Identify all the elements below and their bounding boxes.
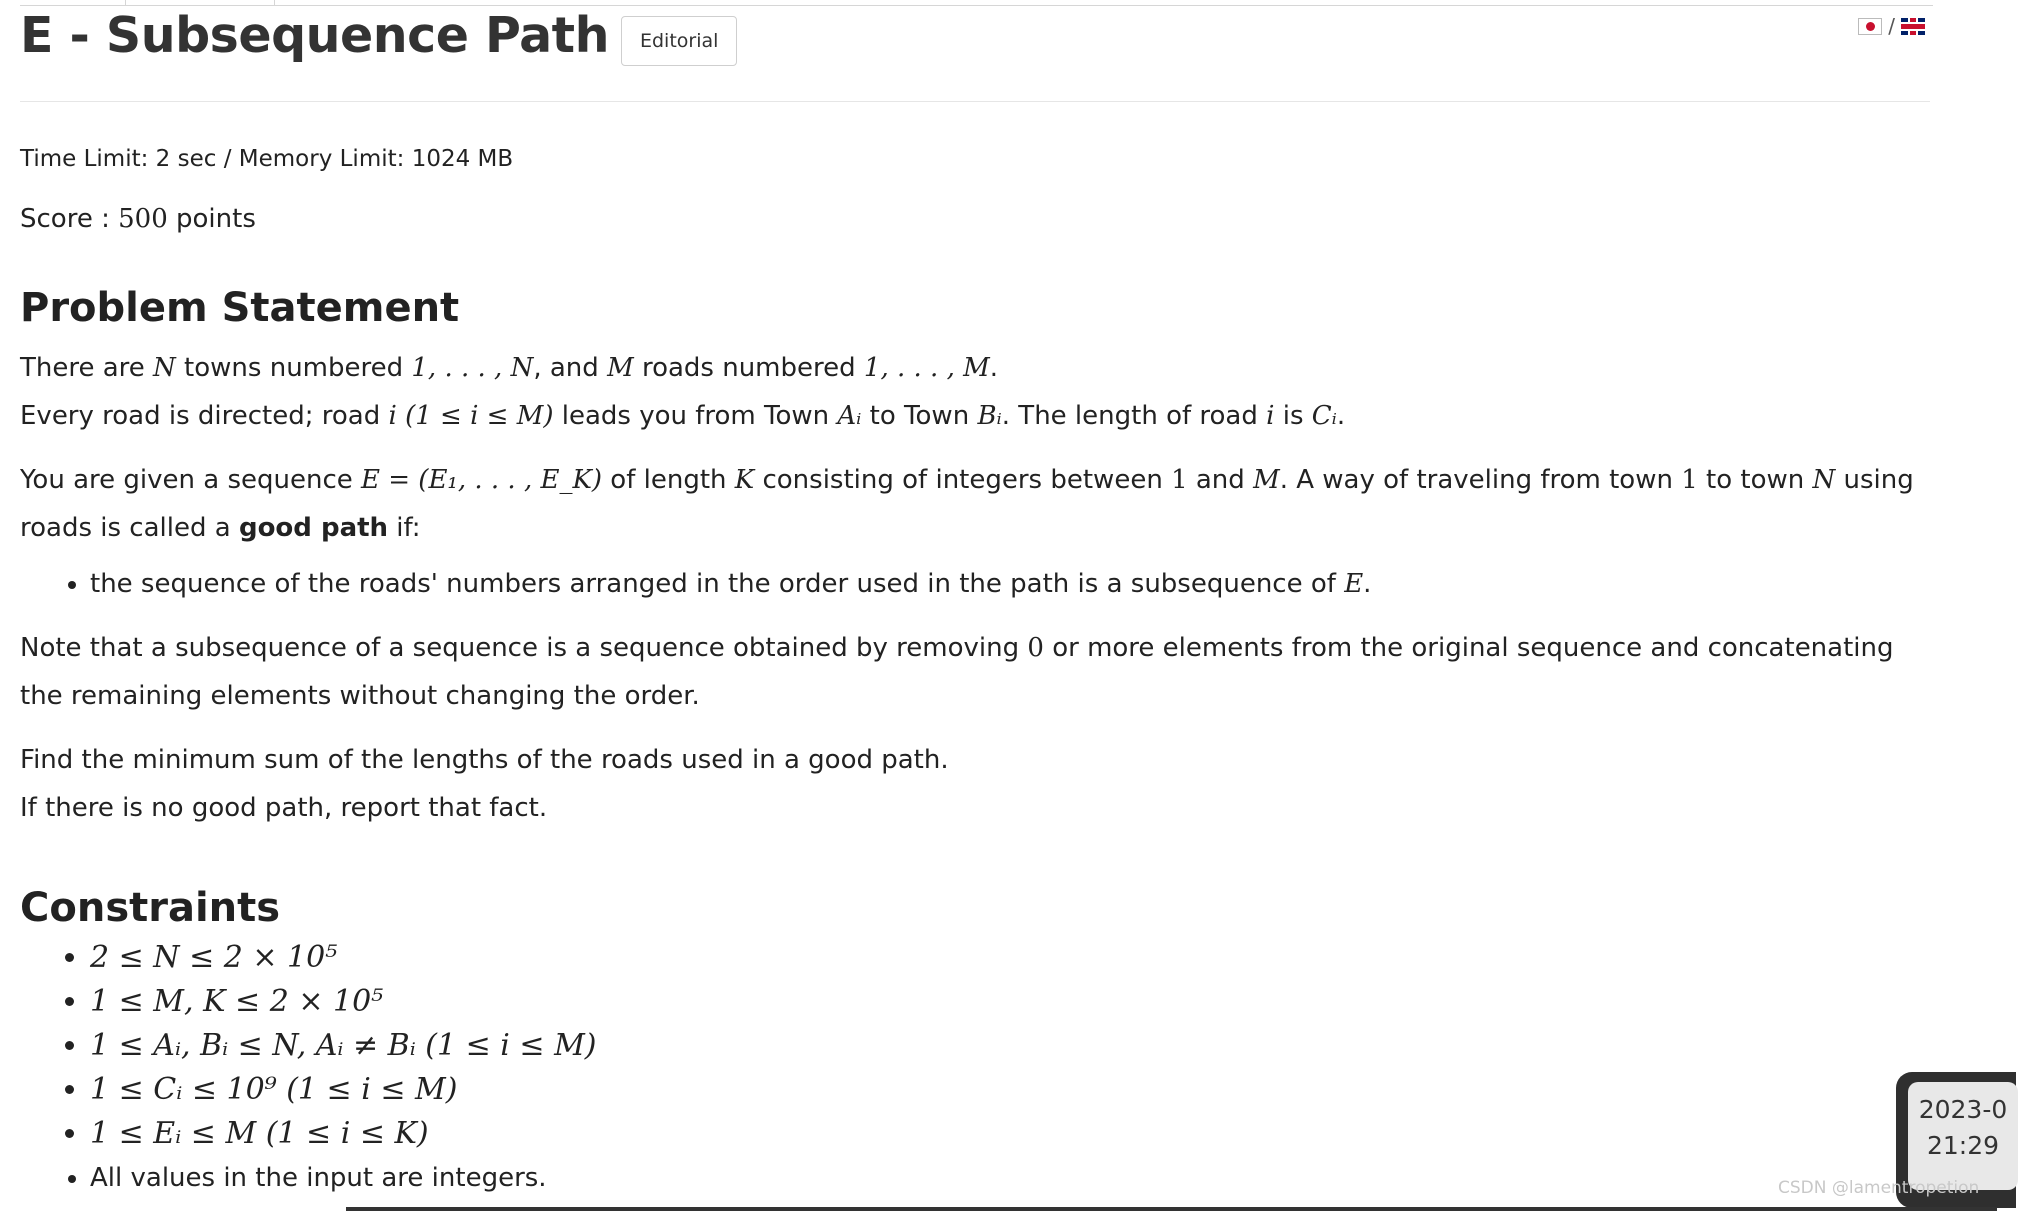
math-span: E [1344, 569, 1364, 599]
text-span: Every road is directed; road [20, 401, 389, 431]
watermark: CSDN @lamentropetion [1778, 1178, 1980, 1198]
text-span: You are given a sequence [20, 465, 361, 495]
math-span: i [1266, 401, 1275, 431]
text-span: towns numbered [175, 353, 412, 383]
constraint-item: • 2 ≤ N ≤ 2 × 10⁵ [90, 936, 1940, 980]
math-span: 1 [1171, 465, 1188, 495]
text-span: is [1274, 401, 1312, 431]
limits-text: Time Limit: 2 sec / Memory Limit: 1024 MB [20, 146, 514, 172]
math-span: Bᵢ [977, 401, 1002, 431]
math-span: Aᵢ [837, 401, 862, 431]
problem-content [20, 140, 1940, 1200]
math-span: 1, . . . , N [411, 353, 534, 383]
constraints-list [20, 936, 1940, 1200]
math-span: N [153, 353, 176, 383]
constraint-item: • 1 ≤ Eᵢ ≤ M (1 ≤ i ≤ K) [90, 1112, 1940, 1156]
score-value: 500 [118, 204, 168, 234]
text-span: There are [20, 353, 154, 383]
title-divider [20, 101, 1930, 102]
language-separator: / [1888, 14, 1895, 38]
text-span: . A way of traveling from town [1279, 465, 1682, 495]
math-span: K [734, 465, 755, 495]
problem-statement-heading: Problem Statement [20, 285, 460, 331]
clock-date: 2023-0 [1918, 1095, 2008, 1124]
score-prefix: Score : [20, 204, 119, 234]
text-span: . The length of road [1001, 401, 1267, 431]
language-switch [1858, 14, 1925, 38]
find-line-2: If there is no good path, report that fact. [20, 793, 548, 823]
japanese-flag-icon[interactable] [1858, 18, 1882, 35]
note-paragraph [20, 624, 1940, 720]
text-span: to Town [861, 401, 978, 431]
statement-line-1 [20, 344, 1940, 392]
bottom-bar [346, 1207, 1997, 1211]
math-span: N [1812, 465, 1836, 495]
constraint-item: • 1 ≤ Aᵢ, Bᵢ ≤ N, Aᵢ ≠ Bᵢ (1 ≤ i ≤ M) [90, 1024, 1940, 1068]
text-span: . [989, 353, 998, 383]
constraint-item: • All values in the input are integers. [90, 1156, 1940, 1200]
statement-paragraph-2 [20, 456, 1940, 552]
constraint-item: • 1 ≤ M, K ≤ 2 × 10⁵ [90, 980, 1940, 1024]
math-span: Cᵢ [1311, 401, 1337, 431]
text-span: or more elements from the original sequence and concatenating the remaining elements without changing the order. [20, 633, 1894, 711]
text-span: roads numbered [633, 353, 864, 383]
english-flag-icon[interactable] [1901, 18, 1925, 35]
text-span: if: [388, 513, 421, 543]
math-span: i (1 ≤ i ≤ M) [388, 401, 554, 431]
text-span: using roads is called a [20, 465, 1914, 543]
text-span: to town [1697, 465, 1813, 495]
text-span: . [1336, 401, 1346, 431]
score-suffix: points [167, 204, 256, 234]
text-span: the sequence of the roads' numbers arranged in the order used in the path is a subsequence of [90, 569, 1345, 599]
clock-time: 21:29 [1926, 1131, 2000, 1160]
text-span: . [1363, 569, 1372, 599]
text-span: consisting of integers between [754, 465, 1172, 495]
text-span: leads you from Town [553, 401, 838, 431]
list-item [90, 560, 1940, 608]
score-line [20, 200, 1940, 238]
condition-list [20, 560, 1940, 608]
text-span: Note that a subsequence of a sequence is a sequence obtained by removing [20, 633, 1028, 663]
math-span: 1 [1681, 465, 1698, 495]
math-span: M [1253, 465, 1280, 495]
good-path-term: good path [238, 513, 389, 543]
constraints-heading: Constraints [20, 885, 281, 931]
clock-display [1908, 1082, 2018, 1190]
text-span: , and [533, 353, 608, 383]
constraint-item: • 1 ≤ Cᵢ ≤ 10⁹ (1 ≤ i ≤ M) [90, 1068, 1940, 1112]
math-span: 1, . . . , M [863, 353, 990, 383]
editorial-button[interactable]: Editorial [621, 16, 737, 66]
title-row [20, 0, 737, 72]
math-span: M [607, 353, 634, 383]
statement-line-2 [20, 392, 1940, 440]
text-span: and [1187, 465, 1254, 495]
math-span: 0 [1027, 633, 1044, 663]
text-span: of length [602, 465, 735, 495]
page-title: E - Subsequence Path [20, 7, 609, 64]
math-span: E = (E₁, . . . , E_K) [361, 465, 603, 495]
find-line-1: Find the minimum sum of the lengths of the roads used in a good path. [20, 745, 949, 775]
